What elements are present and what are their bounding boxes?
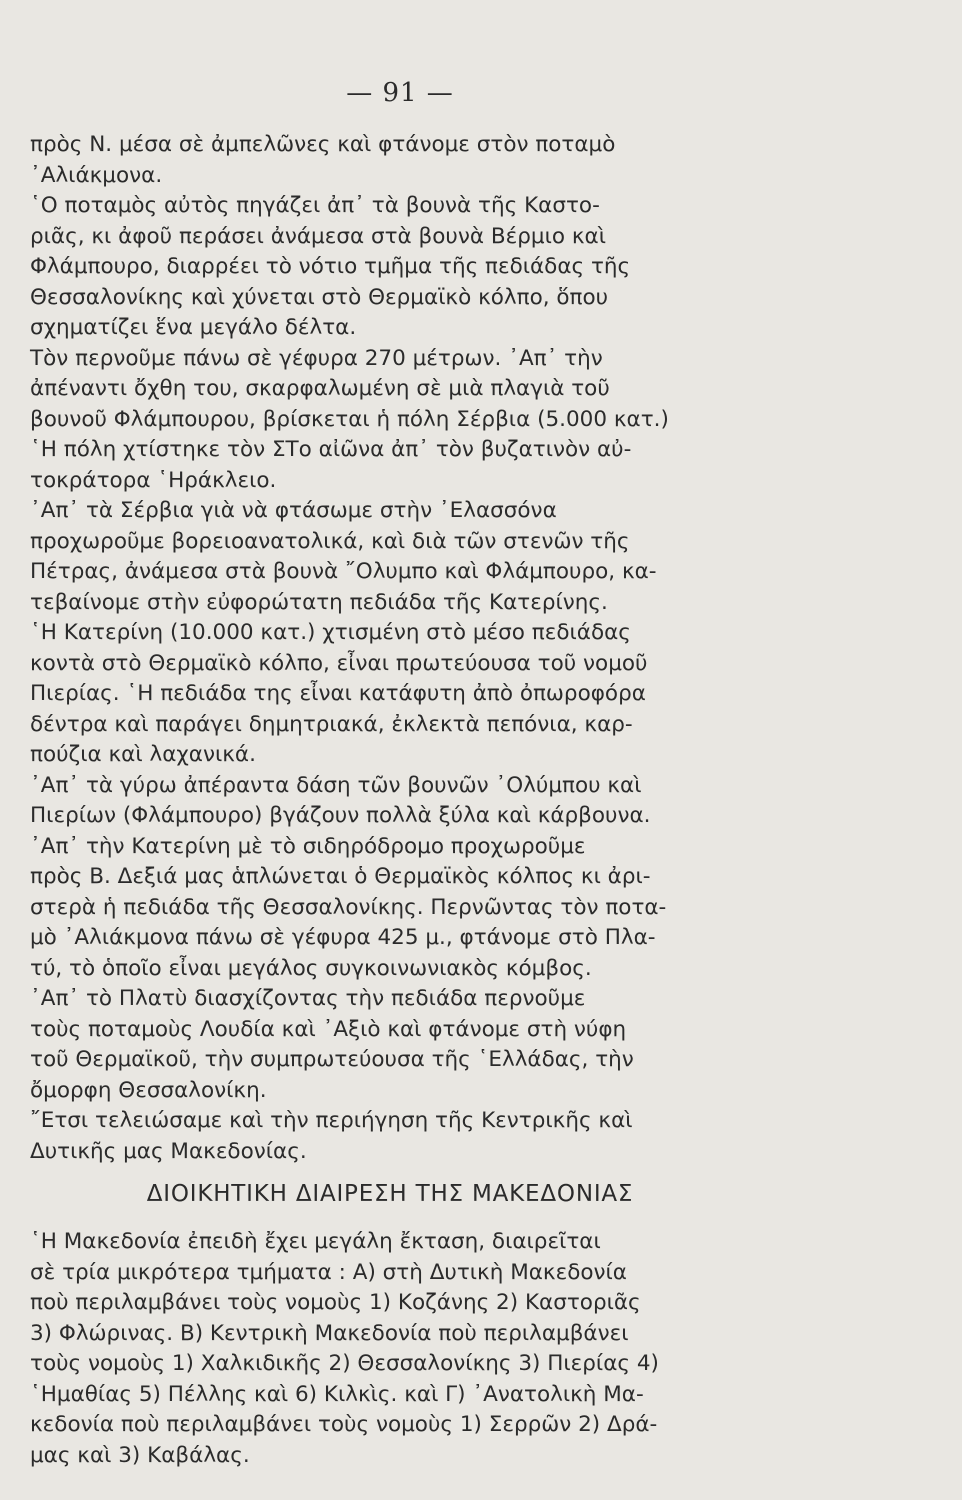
text-line: κεδονία ποὺ περιλαμβάνει τοὺς νομοὺς 1) Σερρῶν 2) Δρά- (30, 1412, 658, 1437)
text-line: πρὸς Ν. μέσα σὲ ἀμπελῶνες καὶ φτάνομε στὸν ποταμὸ (30, 132, 616, 157)
text-line: ᾿Αλιάκμονα. (30, 162, 163, 188)
travel-section (30, 130, 785, 1167)
text-line: στερὰ ἡ πεδιάδα τῆς Θεσσαλονίκης. Περνῶντας τὸν ποτα- (30, 894, 667, 920)
text-line: 3) Φλώρινας. Β) Κεντρικὴ Μακεδονία ποὺ περιλαμβάνει (30, 1320, 629, 1346)
text-line: μας καὶ 3) Καβάλας. (30, 1442, 250, 1468)
text-line: ποὺ περιλαμβάνει τοὺς νομοὺς 1) Κοζάνης 2) Καστοριᾶς (30, 1290, 641, 1315)
text-line: ἀπέναντι ὄχθη του, σκαρφαλωμένη σὲ μιὰ πλαγιὰ τοῦ (30, 376, 610, 401)
text-line: τοὺς ποταμοὺς Λουδία καὶ ᾿Αξιὸ καὶ φτάνομε στὴ νύφη (30, 1016, 627, 1042)
text-line: ῾Η Μακεδονία ἐπειδὴ ἔχει μεγάλη ἔκταση, διαιρεῖται (30, 1229, 601, 1254)
text-line: πούζια καὶ λαχανικά. (30, 742, 256, 767)
administrative-division-section (30, 1227, 785, 1471)
text-line: σὲ τρία μικρότερα τμήματα : Α) στὴ Δυτικὴ Μακεδονία (30, 1259, 627, 1285)
text-line: μὸ ᾿Αλιάκμονα πάνω σὲ γέφυρα 425 μ., φτάνομε στὸ Πλα- (30, 925, 656, 950)
text-line: τεβαίνομε στὴν εὐφορώτατη πεδιάδα τῆς Κατερίνης. (30, 589, 608, 615)
text-line: ῾Ο ποταμὸς αὐτὸς πηγάζει ἀπ᾿ τὰ βουνὰ τῆς Καστο- (30, 193, 600, 218)
text-line: ᾿Απ᾿ τὴν Κατερίνη μὲ τὸ σιδηρόδρομο προχωροῦμε (30, 833, 586, 859)
text-line: βουνοῦ Φλάμπουρου, βρίσκεται ἡ πόλη Σέρβια (5.000 κατ.) (30, 406, 669, 432)
text-line: ῾Η Κατερίνη (10.000 κατ.) χτισμένη στὸ μέσο πεδιάδας (30, 620, 631, 645)
page-number: — 91 — (346, 78, 454, 108)
text-line: κοντὰ στὸ Θερμαϊκὸ κόλπο, εἶναι πρωτεύουσα τοῦ νομοῦ (30, 650, 648, 676)
text-line: πρὸς Β. Δεξιά μας ἁπλώνεται ὁ Θερμαϊκὸς κόλπος κι ἀρι- (30, 864, 651, 889)
text-line: σχηματίζει ἕνα μεγάλο δέλτα. (30, 315, 357, 340)
text-line: Φλάμπουρο, διαρρέει τὸ νότιο τμῆμα τῆς πεδιάδας τῆς (30, 254, 631, 279)
text-line: τοκράτορα ῾Ηράκλειο. (30, 467, 277, 493)
text-line: ῎Ετσι τελειώσαμε καὶ τὴν περιήγηση τῆς Κεντρικῆς καὶ (30, 1108, 633, 1133)
body-text (30, 130, 785, 1471)
text-line: Τὸν περνοῦμε πάνω σὲ γέφυρα 270 μέτρων. ᾿Απ᾿ τὴν (30, 345, 603, 371)
text-line: Πιερίας. ῾Η πεδιάδα της εἶναι κατάφυτη ἀπὸ ὀπωροφόρα (30, 681, 646, 706)
text-line: ᾿Απ᾿ τὰ γύρω ἀπέραντα δάση τῶν βουνῶν ᾿Ολύμπου καὶ (30, 772, 642, 798)
text-line: τύ, τὸ ὁποῖο εἶναι μεγάλος συγκοινωνιακὸς κόμβος. (30, 955, 592, 981)
text-line: Θεσσαλονίκης καὶ χύνεται στὸ Θερμαϊκὸ κόλπο, ὅπου (30, 284, 609, 310)
text-line: δέντρα καὶ παράγει δημητριακά, ἐκλεκτὰ πεπόνια, καρ- (30, 711, 633, 737)
text-line: προχωροῦμε βορειοανατολικά, καὶ διὰ τῶν στενῶν τῆς (30, 528, 630, 554)
text-line: ριᾶς, κι ἀφοῦ περάσει ἀνάμεσα στὰ βουνὰ Βέρμιο καὶ (30, 223, 606, 249)
text-line: Δυτικῆς μας Μακεδονίας. (30, 1138, 307, 1164)
text-line: τοῦ Θερμαϊκοῦ, τὴν συμπρωτεύουσα τῆς ῾Ελλάδας, τὴν (30, 1047, 634, 1072)
text-line: ᾿Απ᾿ τὸ Πλατὺ διασχίζοντας τὴν πεδιάδα περνοῦμε (30, 986, 586, 1011)
text-line: τοὺς νομοὺς 1) Χαλκιδικῆς 2) Θεσσαλονίκης 3) Πιερίας 4) (30, 1351, 659, 1376)
text-line: Πιερίων (Φλάμπουρο) βγάζουν πολλὰ ξύλα καὶ κάρβουνα. (30, 803, 651, 828)
section-heading: ΔΙΟΙΚΗΤΙΚΗ ΔΙΑΙΡΕΣΗ ΤΗΣ ΜΑΚΕΔΟΝΙΑΣ (146, 1181, 634, 1207)
text-line: ῾Η πόλη χτίστηκε τὸν ΣΤο αἰῶνα ἀπ᾿ τὸν βυζατινὸν αὐ- (30, 437, 632, 462)
text-line: ὄμορφη Θεσσαλονίκη. (30, 1077, 267, 1103)
text-line: Πέτρας, ἀνάμεσα στὰ βουνὰ ῎Ολυμπο καὶ Φλάμπουρο, κα- (30, 559, 657, 584)
text-line: ᾿Απ᾿ τὰ Σέρβια γιὰ νὰ φτάσωμε στὴν ᾿Ελασσόνα (30, 498, 557, 523)
text-line: ῾Ημαθίας 5) Πέλλης καὶ 6) Κιλκὶς. καὶ Γ) ᾿Ανατολικὴ Μα- (30, 1381, 644, 1407)
